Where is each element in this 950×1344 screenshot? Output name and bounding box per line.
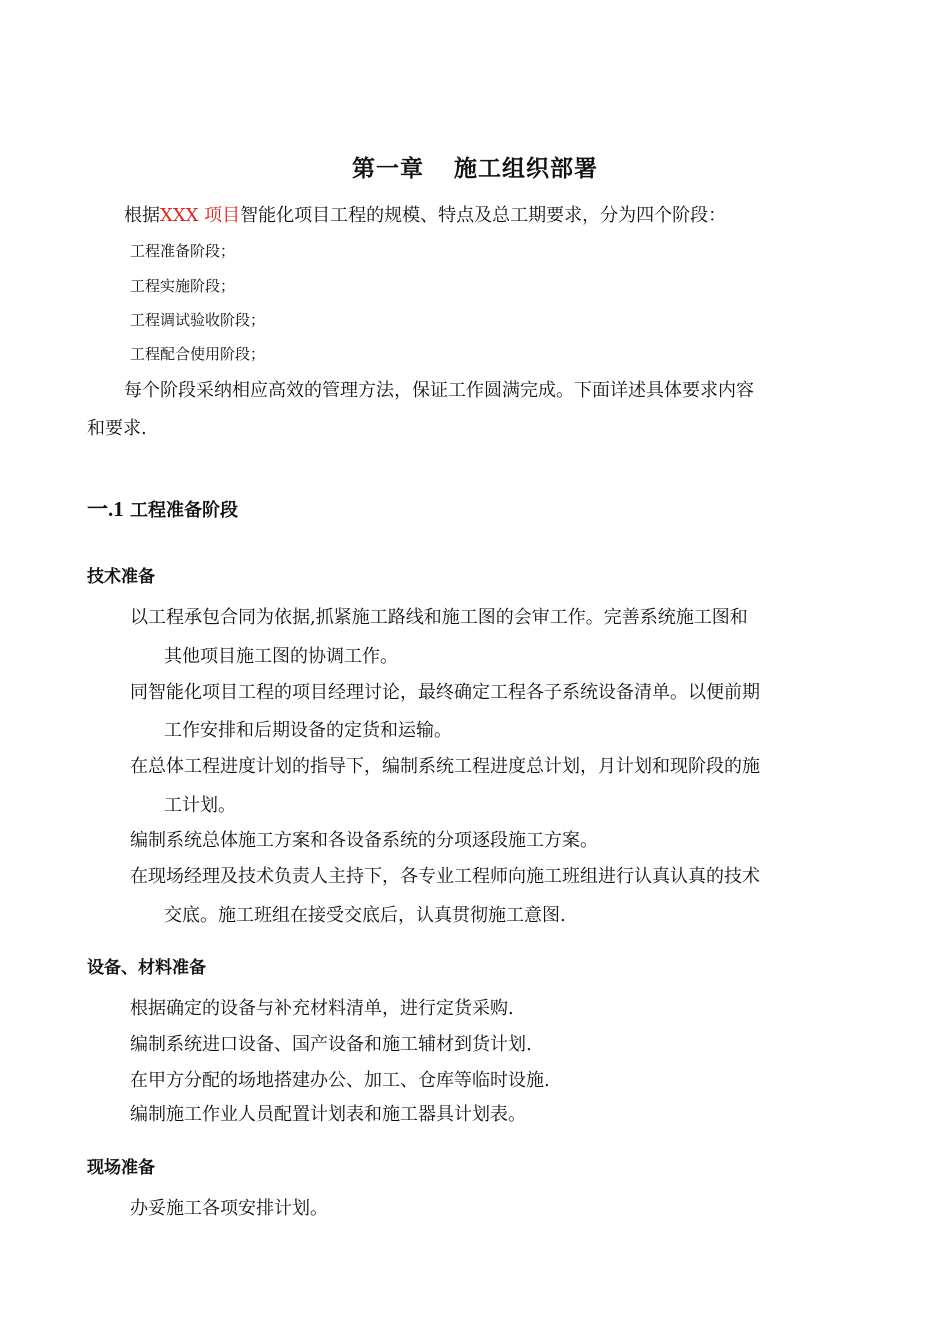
tech-item-line: 同智能化项目工程的项目经理讨论，最终确定工程各子系统设备清单。以便前期 xyxy=(130,682,760,703)
intro-suffix: 智能化项目工程的规模、特点及总工期要求，分为四个阶段： xyxy=(240,205,727,226)
stage-item: 工程调试验收阶段； xyxy=(130,311,266,329)
tech-item-line: 工作安排和后期设备的定货和运输。 xyxy=(164,720,452,741)
chapter-title xyxy=(0,150,950,183)
intro-paragraph xyxy=(124,201,726,227)
tech-item-line: 编制系统总体施工方案和各设备系统的分项逐段施工方案。 xyxy=(130,830,598,851)
subsection-heading-materials: 设备、材料准备 xyxy=(87,958,206,978)
materials-item: 在甲方分配的场地搭建办公、加工、仓库等临时设施. xyxy=(130,1070,550,1091)
summary-line: 每个阶段采纳相应高效的管理方法，保证工作圆满完成。下面详述具体要求内容 xyxy=(124,380,754,401)
section-number: 一.1 xyxy=(87,497,124,521)
summary-line: 和要求. xyxy=(87,418,147,439)
tech-item-line: 交底。施工班组在接受交底后，认真贯彻施工意图. xyxy=(164,905,566,926)
stage-item: 工程实施阶段； xyxy=(130,277,236,295)
tech-item-line: 以工程承包合同为依据,抓紧施工路线和施工图的会审工作。完善系统施工图和 xyxy=(130,607,748,628)
tech-item-line: 工计划。 xyxy=(164,795,236,816)
subsection-heading-site: 现场准备 xyxy=(87,1158,155,1178)
chapter-name: 施工组织部署 xyxy=(454,156,598,182)
project-name-highlight: XXX 项目 xyxy=(160,205,241,226)
tech-item-line: 其他项目施工图的协调工作。 xyxy=(164,646,398,667)
intro-prefix: 根据 xyxy=(124,205,160,226)
section-title: 工程准备阶段 xyxy=(130,500,239,521)
site-item: 办妥施工各项安排计划。 xyxy=(130,1198,328,1219)
subsection-heading-tech: 技术准备 xyxy=(87,567,155,587)
stage-item: 工程准备阶段； xyxy=(130,242,236,260)
tech-item-line: 在总体工程进度计划的指导下，编制系统工程进度总计划，月计划和现阶段的施 xyxy=(130,756,760,777)
tech-item-line: 在现场经理及技术负责人主持下，各专业工程师向施工班组进行认真认真的技术 xyxy=(130,866,760,887)
stage-item: 工程配合使用阶段； xyxy=(130,345,266,363)
chapter-number: 第一章 xyxy=(352,156,424,182)
materials-item: 根据确定的设备与补充材料清单，进行定货采购. xyxy=(130,998,514,1019)
materials-item: 编制系统进口设备、国产设备和施工辅材到货计划. xyxy=(130,1034,532,1055)
materials-item: 编制施工作业人员配置计划表和施工器具计划表。 xyxy=(130,1104,526,1125)
section-heading xyxy=(87,493,238,523)
